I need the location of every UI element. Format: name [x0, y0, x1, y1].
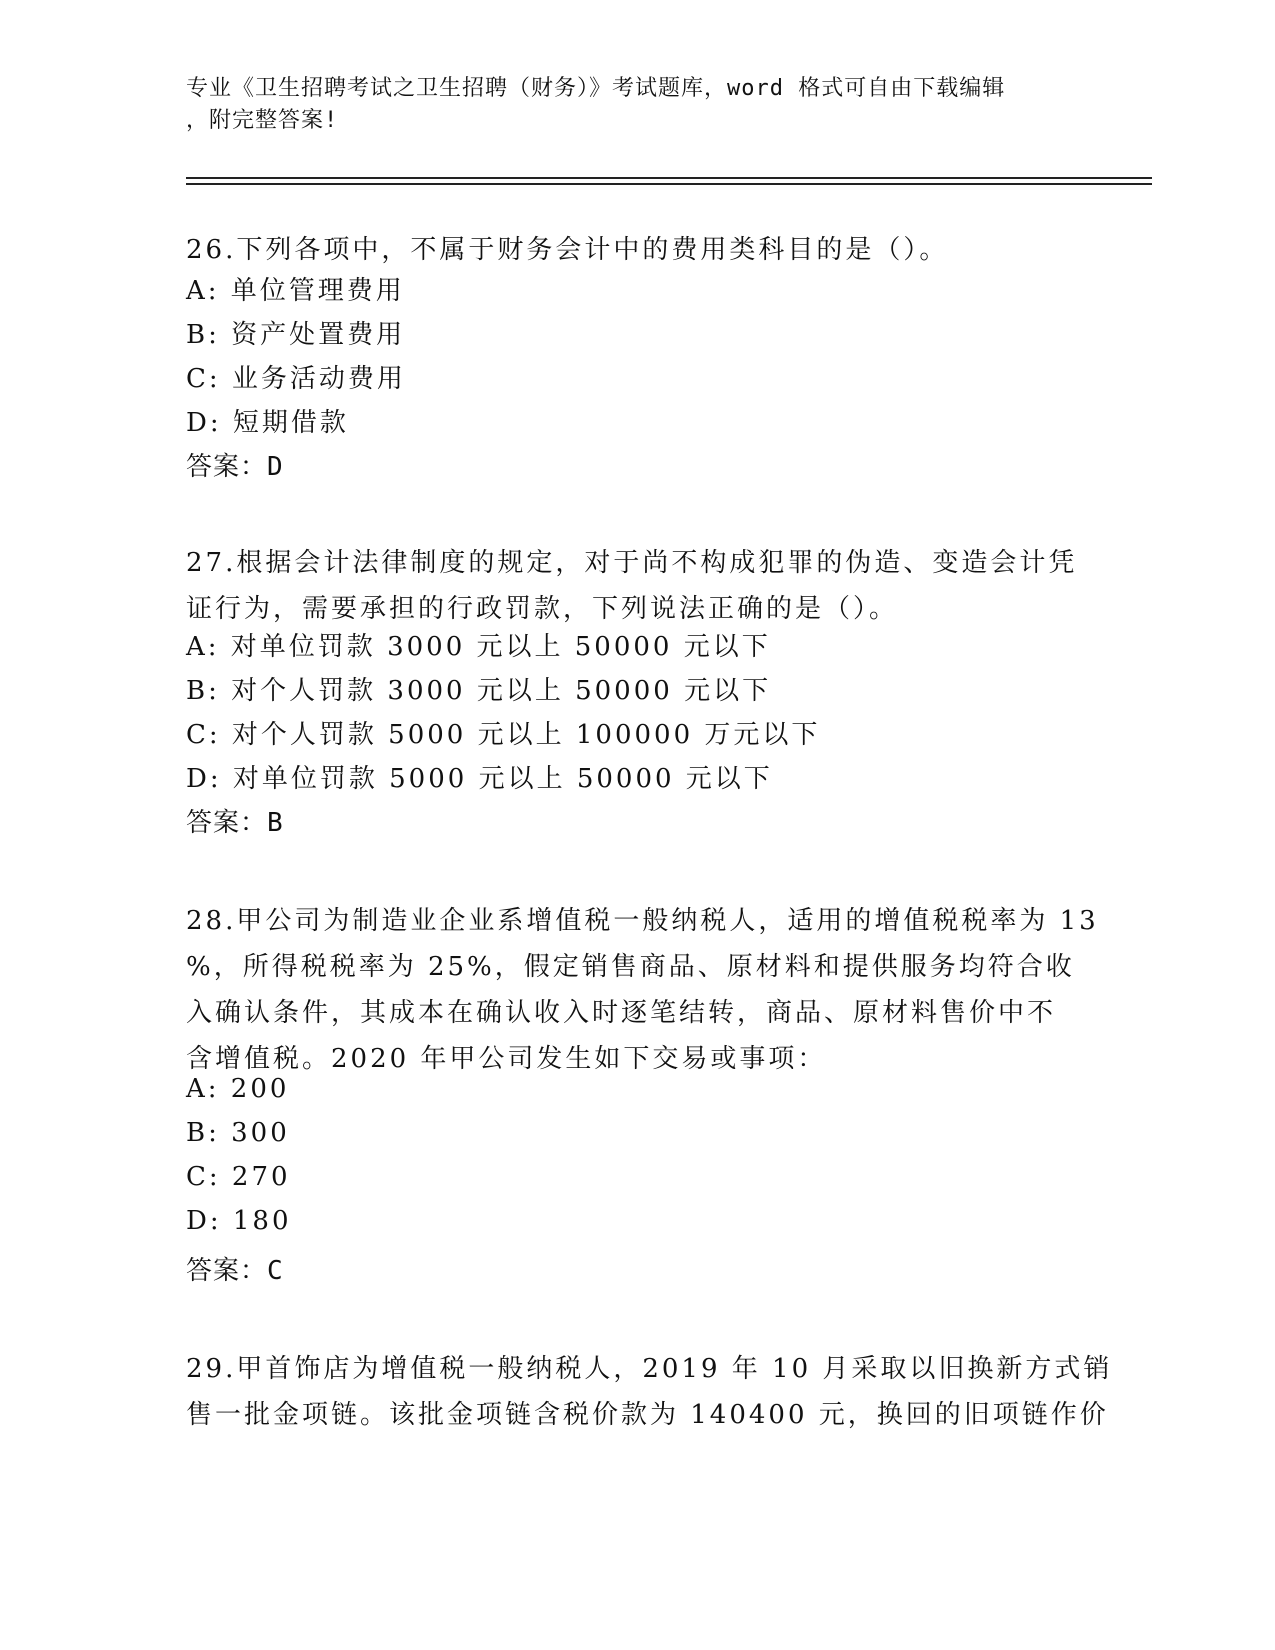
question-26-text [186, 227, 948, 273]
question-28-answer: 答案：C [186, 1256, 284, 1286]
question-28-option-d: D: 180 [186, 1206, 292, 1236]
question-text-line: 入确认条件，其成本在确认收入时逐笔结转，商品、原材料售价中不 [186, 998, 1057, 1028]
question-26-option-c: C: 业务活动费用 [186, 364, 406, 394]
document-header [186, 73, 1066, 137]
question-28-text [186, 898, 1099, 1082]
question-text-line: %，所得税税率为 25%，假定销售商品、原材料和提供服务均符合收 [186, 952, 1075, 982]
header-divider-top [186, 177, 1152, 179]
question-text-line: 含增值税。2020 年甲公司发生如下交易或事项： [186, 1044, 827, 1074]
header-line-1: 专业《卫生招聘考试之卫生招聘（财务）》考试题库，word 格式可自由下载编辑 [186, 76, 1006, 101]
header-line-2: ，附完整答案! [186, 108, 339, 133]
question-28-option-c: C: 270 [186, 1162, 291, 1192]
question-27-option-d: D: 对单位罚款 5000 元以上 50000 元以下 [186, 764, 773, 794]
question-26-answer: 答案：D [186, 452, 284, 482]
question-27-option-b: B: 对个人罚款 3000 元以上 50000 元以下 [186, 676, 772, 706]
question-27-text [186, 540, 1077, 632]
question-28-option-b: B: 300 [186, 1118, 290, 1148]
question-28-option-a: A: 200 [186, 1074, 290, 1104]
question-29-text [186, 1346, 1112, 1438]
question-text-line: 27.根据会计法律制度的规定，对于尚不构成犯罪的伪造、变造会计凭 [186, 548, 1078, 578]
question-text-line: 29.甲首饰店为增值税一般纳税人，2019 年 10 月采取以旧换新方式销 [186, 1354, 1113, 1384]
question-26-option-a: A: 单位管理费用 [186, 276, 405, 306]
question-text-line: 证行为，需要承担的行政罚款，下列说法正确的是（）。 [186, 594, 899, 624]
question-27-answer: 答案：B [186, 808, 284, 838]
question-27-option-c: C: 对个人罚款 5000 元以上 100000 万元以下 [186, 720, 821, 750]
question-26-option-b: B: 资产处置费用 [186, 320, 406, 350]
question-text-line: 26.下列各项中，不属于财务会计中的费用类科目的是（）。 [186, 235, 949, 265]
question-text-line: 售一批金项链。该批金项链含税价款为 140400 元，换回的旧项链作价 [186, 1400, 1109, 1430]
question-text-line: 28.甲公司为制造业企业系增值税一般纳税人，适用的增值税税率为 13 [186, 906, 1099, 936]
question-26-option-d: D: 短期借款 [186, 408, 349, 438]
question-27-option-a: A: 对单位罚款 3000 元以上 50000 元以下 [186, 632, 771, 662]
header-divider-bottom [186, 183, 1152, 185]
